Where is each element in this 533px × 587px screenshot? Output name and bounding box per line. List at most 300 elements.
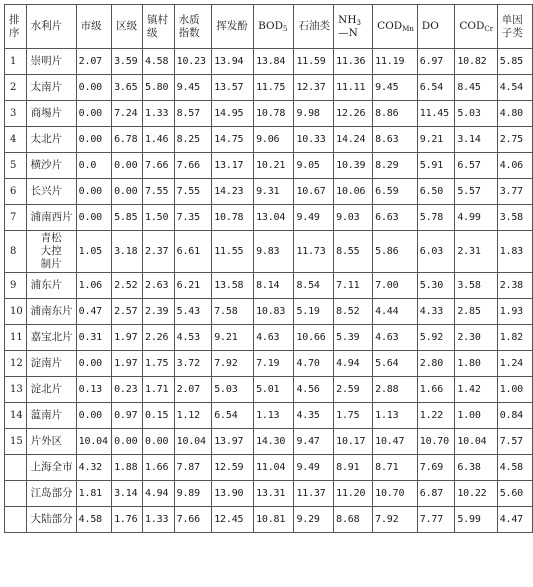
value-cell: 7.19 xyxy=(254,351,294,377)
table-row xyxy=(5,153,533,179)
value-cell: 3.58 xyxy=(455,273,497,299)
value-cell: 5.57 xyxy=(455,179,497,205)
region-name-cell: 浦南西片 xyxy=(26,205,76,231)
value-cell: 6.38 xyxy=(455,455,497,481)
value-cell: 4.53 xyxy=(174,325,212,351)
value-cell: 1.13 xyxy=(373,403,418,429)
value-cell: 7.87 xyxy=(174,455,212,481)
region-name-cell: 淀南片 xyxy=(26,351,76,377)
table-row xyxy=(5,481,533,507)
table-row xyxy=(5,101,533,127)
value-cell: 0.00 xyxy=(76,127,111,153)
value-cell: 13.84 xyxy=(254,49,294,75)
value-cell: 5.60 xyxy=(497,481,532,507)
value-cell: 5.80 xyxy=(143,75,175,101)
value-cell: 1.33 xyxy=(143,507,175,533)
rank-cell: 8 xyxy=(5,231,27,273)
region-name-cell: 片外区 xyxy=(26,429,76,455)
value-cell: 1.93 xyxy=(497,299,532,325)
rank-cell: 6 xyxy=(5,179,27,205)
value-cell: 9.03 xyxy=(334,205,373,231)
region-name-cell: 淀北片 xyxy=(26,377,76,403)
value-cell: 2.85 xyxy=(455,299,497,325)
value-cell: 10.70 xyxy=(417,429,455,455)
column-header-text: BOD xyxy=(258,20,284,32)
column-header-subscript: Cr xyxy=(484,25,494,33)
value-cell: 4.32 xyxy=(76,455,111,481)
value-cell: 1.06 xyxy=(76,273,111,299)
column-header-text: 水质指数 xyxy=(178,13,200,39)
value-cell: 9.29 xyxy=(294,507,334,533)
value-cell: 10.21 xyxy=(254,153,294,179)
column-header-text: 挥发酚 xyxy=(216,20,248,32)
column-header-text: 区级 xyxy=(116,20,138,32)
value-cell: 12.59 xyxy=(212,455,254,481)
column-header xyxy=(497,5,532,49)
value-cell: 1.75 xyxy=(143,351,175,377)
value-cell: 8.52 xyxy=(334,299,373,325)
value-cell: 13.94 xyxy=(212,49,254,75)
column-header-subscript: 3 xyxy=(356,18,361,27)
column-header xyxy=(212,5,254,49)
value-cell: 10.78 xyxy=(254,101,294,127)
value-cell: 13.31 xyxy=(254,481,294,507)
value-cell: 1.97 xyxy=(112,351,143,377)
column-header-suffix: —N xyxy=(338,26,358,39)
value-cell: 7.24 xyxy=(112,101,143,127)
value-cell: 8.29 xyxy=(373,153,418,179)
region-name-cell: 太南片 xyxy=(26,75,76,101)
rank-cell xyxy=(5,481,27,507)
value-cell: 0.47 xyxy=(76,299,111,325)
rank-cell: 7 xyxy=(5,205,27,231)
value-cell: 9.45 xyxy=(174,75,212,101)
value-cell: 9.98 xyxy=(294,101,334,127)
table-row xyxy=(5,49,533,75)
value-cell: 2.57 xyxy=(112,299,143,325)
value-cell: 0.84 xyxy=(497,403,532,429)
value-cell: 0.00 xyxy=(112,179,143,205)
value-cell: 1.80 xyxy=(455,351,497,377)
table-container xyxy=(4,4,533,533)
column-header-subscript: Mn xyxy=(402,25,414,33)
value-cell: 4.58 xyxy=(76,507,111,533)
value-cell: 7.69 xyxy=(417,455,455,481)
value-cell: 9.83 xyxy=(254,231,294,273)
value-cell: 5.01 xyxy=(254,377,294,403)
value-cell: 8.45 xyxy=(455,75,497,101)
value-cell: 5.91 xyxy=(417,153,455,179)
value-cell: 9.06 xyxy=(254,127,294,153)
value-cell: 5.43 xyxy=(174,299,212,325)
table-row xyxy=(5,507,533,533)
value-cell: 7.00 xyxy=(373,273,418,299)
column-header xyxy=(294,5,334,49)
value-cell: 10.47 xyxy=(373,429,418,455)
column-header-text: 单因子类 xyxy=(501,13,523,39)
value-cell: 10.83 xyxy=(254,299,294,325)
value-cell: 11.04 xyxy=(254,455,294,481)
value-cell: 11.59 xyxy=(294,49,334,75)
value-cell: 7.11 xyxy=(334,273,373,299)
value-cell: 10.66 xyxy=(294,325,334,351)
value-cell: 4.70 xyxy=(294,351,334,377)
region-name-cell: 浦东片 xyxy=(26,273,76,299)
value-cell: 1.13 xyxy=(254,403,294,429)
value-cell: 8.54 xyxy=(294,273,334,299)
table-row xyxy=(5,455,533,481)
column-header xyxy=(373,5,418,49)
region-name-cell: 横沙片 xyxy=(26,153,76,179)
rank-cell: 14 xyxy=(5,403,27,429)
value-cell: 8.63 xyxy=(373,127,418,153)
value-cell: 2.88 xyxy=(373,377,418,403)
value-cell: 3.77 xyxy=(497,179,532,205)
value-cell: 10.70 xyxy=(373,481,418,507)
value-cell: 10.06 xyxy=(334,179,373,205)
value-cell: 8.57 xyxy=(174,101,212,127)
value-cell: 4.33 xyxy=(417,299,455,325)
region-name-cell: 青松大控制片 xyxy=(26,231,76,273)
rank-cell xyxy=(5,507,27,533)
value-cell: 5.03 xyxy=(212,377,254,403)
value-cell: 7.77 xyxy=(417,507,455,533)
value-cell: 11.11 xyxy=(334,75,373,101)
value-cell: 6.78 xyxy=(112,127,143,153)
value-cell: 11.45 xyxy=(417,101,455,127)
value-cell: 1.46 xyxy=(143,127,175,153)
table-header xyxy=(5,5,533,49)
value-cell: 0.00 xyxy=(76,101,111,127)
value-cell: 5.64 xyxy=(373,351,418,377)
value-cell: 10.39 xyxy=(334,153,373,179)
column-header xyxy=(455,5,497,49)
value-cell: 9.49 xyxy=(294,455,334,481)
value-cell: 10.04 xyxy=(174,429,212,455)
value-cell: 4.06 xyxy=(497,153,532,179)
value-cell: 1.24 xyxy=(497,351,532,377)
table-row xyxy=(5,299,533,325)
value-cell: 7.57 xyxy=(497,429,532,455)
value-cell: 13.90 xyxy=(212,481,254,507)
value-cell: 2.07 xyxy=(76,49,111,75)
value-cell: 3.72 xyxy=(174,351,212,377)
value-cell: 11.36 xyxy=(334,49,373,75)
rank-cell: 9 xyxy=(5,273,27,299)
value-cell: 13.57 xyxy=(212,75,254,101)
value-cell: 9.45 xyxy=(373,75,418,101)
value-cell: 1.75 xyxy=(334,403,373,429)
value-cell: 11.73 xyxy=(294,231,334,273)
table-row xyxy=(5,377,533,403)
region-name-cell: 上海全市 xyxy=(26,455,76,481)
value-cell: 0.23 xyxy=(112,377,143,403)
value-cell: 3.58 xyxy=(497,205,532,231)
value-cell: 5.85 xyxy=(497,49,532,75)
rank-cell: 13 xyxy=(5,377,27,403)
value-cell: 4.58 xyxy=(497,455,532,481)
value-cell: 4.35 xyxy=(294,403,334,429)
value-cell: 6.54 xyxy=(417,75,455,101)
value-cell: 6.87 xyxy=(417,481,455,507)
column-header-text: 水利片 xyxy=(30,20,63,32)
value-cell: 2.52 xyxy=(112,273,143,299)
region-name-cell: 太北片 xyxy=(26,127,76,153)
value-cell: 2.63 xyxy=(143,273,175,299)
column-header-text: 市级 xyxy=(80,20,102,32)
column-header-text: COD xyxy=(377,20,403,32)
table-row xyxy=(5,273,533,299)
value-cell: 7.92 xyxy=(373,507,418,533)
rank-cell: 10 xyxy=(5,299,27,325)
value-cell: 1.82 xyxy=(497,325,532,351)
rank-cell xyxy=(5,455,27,481)
value-cell: 11.20 xyxy=(334,481,373,507)
column-header-text: 排序 xyxy=(9,13,20,39)
value-cell: 3.65 xyxy=(112,75,143,101)
value-cell: 1.83 xyxy=(497,231,532,273)
region-name-cell: 长兴片 xyxy=(26,179,76,205)
value-cell: 8.86 xyxy=(373,101,418,127)
value-cell: 12.45 xyxy=(212,507,254,533)
table-row xyxy=(5,179,533,205)
value-cell: 2.38 xyxy=(497,273,532,299)
value-cell: 0.00 xyxy=(76,351,111,377)
value-cell: 2.37 xyxy=(143,231,175,273)
value-cell: 10.78 xyxy=(212,205,254,231)
rank-cell: 15 xyxy=(5,429,27,455)
value-cell: 5.78 xyxy=(417,205,455,231)
table-row xyxy=(5,127,533,153)
value-cell: 14.30 xyxy=(254,429,294,455)
value-cell: 12.37 xyxy=(294,75,334,101)
column-header xyxy=(5,5,27,49)
region-name-cell: 崇明片 xyxy=(26,49,76,75)
value-cell: 4.44 xyxy=(373,299,418,325)
value-cell: 4.63 xyxy=(373,325,418,351)
value-cell: 1.12 xyxy=(174,403,212,429)
column-header xyxy=(76,5,111,49)
value-cell: 11.55 xyxy=(212,231,254,273)
value-cell: 1.00 xyxy=(497,377,532,403)
rank-cell: 5 xyxy=(5,153,27,179)
value-cell: 5.19 xyxy=(294,299,334,325)
value-cell: 2.80 xyxy=(417,351,455,377)
region-name-cell: 浦南东片 xyxy=(26,299,76,325)
water-quality-table xyxy=(4,4,533,533)
value-cell: 6.57 xyxy=(455,153,497,179)
value-cell: 10.23 xyxy=(174,49,212,75)
value-cell: 8.68 xyxy=(334,507,373,533)
value-cell: 4.94 xyxy=(143,481,175,507)
value-cell: 7.66 xyxy=(174,507,212,533)
value-cell: 10.04 xyxy=(76,429,111,455)
value-cell: 1.66 xyxy=(417,377,455,403)
value-cell: 7.55 xyxy=(143,179,175,205)
header-row xyxy=(5,5,533,49)
region-name-cell: 商埸片 xyxy=(26,101,76,127)
column-header-text: NH xyxy=(338,13,357,26)
value-cell: 14.95 xyxy=(212,101,254,127)
value-cell: 4.54 xyxy=(497,75,532,101)
value-cell: 6.50 xyxy=(417,179,455,205)
value-cell: 13.17 xyxy=(212,153,254,179)
table-row xyxy=(5,403,533,429)
value-cell: 0.00 xyxy=(112,153,143,179)
column-header xyxy=(26,5,76,49)
value-cell: 2.30 xyxy=(455,325,497,351)
value-cell: 2.75 xyxy=(497,127,532,153)
value-cell: 8.25 xyxy=(174,127,212,153)
value-cell: 2.59 xyxy=(334,377,373,403)
value-cell: 8.14 xyxy=(254,273,294,299)
value-cell: 10.22 xyxy=(455,481,497,507)
value-cell: 5.30 xyxy=(417,273,455,299)
value-cell: 7.35 xyxy=(174,205,212,231)
value-cell: 3.59 xyxy=(112,49,143,75)
value-cell: 4.94 xyxy=(334,351,373,377)
value-cell: 0.00 xyxy=(76,403,111,429)
value-cell: 4.56 xyxy=(294,377,334,403)
column-header xyxy=(334,5,373,49)
value-cell: 11.75 xyxy=(254,75,294,101)
value-cell: 6.63 xyxy=(373,205,418,231)
table-row xyxy=(5,231,533,273)
value-cell: 5.39 xyxy=(334,325,373,351)
value-cell: 9.47 xyxy=(294,429,334,455)
value-cell: 9.31 xyxy=(254,179,294,205)
table-row xyxy=(5,351,533,377)
value-cell: 0.00 xyxy=(76,205,111,231)
column-header xyxy=(143,5,175,49)
value-cell: 4.63 xyxy=(254,325,294,351)
table-body xyxy=(5,49,533,533)
value-cell: 13.58 xyxy=(212,273,254,299)
value-cell: 2.31 xyxy=(455,231,497,273)
value-cell: 2.26 xyxy=(143,325,175,351)
value-cell: 9.49 xyxy=(294,205,334,231)
value-cell: 6.59 xyxy=(373,179,418,205)
column-header-text: 石油类 xyxy=(298,20,330,32)
value-cell: 1.22 xyxy=(417,403,455,429)
value-cell: 7.66 xyxy=(143,153,175,179)
value-cell: 1.42 xyxy=(455,377,497,403)
column-header xyxy=(174,5,212,49)
value-cell: 10.17 xyxy=(334,429,373,455)
value-cell: 13.04 xyxy=(254,205,294,231)
value-cell: 6.03 xyxy=(417,231,455,273)
column-header xyxy=(254,5,294,49)
rank-cell: 11 xyxy=(5,325,27,351)
value-cell: 10.33 xyxy=(294,127,334,153)
value-cell: 8.55 xyxy=(334,231,373,273)
value-cell: 3.14 xyxy=(112,481,143,507)
value-cell: 6.21 xyxy=(174,273,212,299)
region-name-cell: 蕰南片 xyxy=(26,403,76,429)
value-cell: 10.04 xyxy=(455,429,497,455)
value-cell: 5.92 xyxy=(417,325,455,351)
table-row xyxy=(5,75,533,101)
value-cell: 10.81 xyxy=(254,507,294,533)
region-name-cell: 嘉宝北片 xyxy=(26,325,76,351)
rank-cell: 4 xyxy=(5,127,27,153)
value-cell: 2.39 xyxy=(143,299,175,325)
value-cell: 7.58 xyxy=(212,299,254,325)
column-header xyxy=(112,5,143,49)
value-cell: 4.99 xyxy=(455,205,497,231)
value-cell: 1.50 xyxy=(143,205,175,231)
value-cell: 0.00 xyxy=(76,179,111,205)
value-cell: 0.0 xyxy=(76,153,111,179)
value-cell: 4.58 xyxy=(143,49,175,75)
value-cell: 7.55 xyxy=(174,179,212,205)
value-cell: 0.00 xyxy=(112,429,143,455)
value-cell: 0.97 xyxy=(112,403,143,429)
rank-cell: 1 xyxy=(5,49,27,75)
value-cell: 1.66 xyxy=(143,455,175,481)
value-cell: 2.07 xyxy=(174,377,212,403)
rank-cell: 12 xyxy=(5,351,27,377)
value-cell: 1.33 xyxy=(143,101,175,127)
value-cell: 1.81 xyxy=(76,481,111,507)
value-cell: 5.86 xyxy=(373,231,418,273)
column-header-text: 镇村级 xyxy=(147,13,169,39)
value-cell: 4.47 xyxy=(497,507,532,533)
value-cell: 5.03 xyxy=(455,101,497,127)
value-cell: 3.14 xyxy=(455,127,497,153)
value-cell: 8.91 xyxy=(334,455,373,481)
value-cell: 6.97 xyxy=(417,49,455,75)
value-cell: 3.18 xyxy=(112,231,143,273)
value-cell: 6.54 xyxy=(212,403,254,429)
value-cell: 10.67 xyxy=(294,179,334,205)
value-cell: 6.61 xyxy=(174,231,212,273)
rank-cell: 3 xyxy=(5,101,27,127)
value-cell: 5.85 xyxy=(112,205,143,231)
region-name-cell: 大陆部分 xyxy=(26,507,76,533)
value-cell: 0.31 xyxy=(76,325,111,351)
value-cell: 5.99 xyxy=(455,507,497,533)
value-cell: 4.80 xyxy=(497,101,532,127)
value-cell: 7.92 xyxy=(212,351,254,377)
value-cell: 11.19 xyxy=(373,49,418,75)
column-header-subscript: 5 xyxy=(283,25,288,33)
value-cell: 10.82 xyxy=(455,49,497,75)
value-cell: 9.21 xyxy=(212,325,254,351)
value-cell: 11.37 xyxy=(294,481,334,507)
value-cell: 9.89 xyxy=(174,481,212,507)
value-cell: 1.88 xyxy=(112,455,143,481)
value-cell: 0.15 xyxy=(143,403,175,429)
value-cell: 13.97 xyxy=(212,429,254,455)
value-cell: 9.21 xyxy=(417,127,455,153)
value-cell: 8.71 xyxy=(373,455,418,481)
value-cell: 1.00 xyxy=(455,403,497,429)
region-name-cell: 江岛部分 xyxy=(26,481,76,507)
value-cell: 14.24 xyxy=(334,127,373,153)
value-cell: 1.97 xyxy=(112,325,143,351)
column-header xyxy=(417,5,455,49)
column-header-text: COD xyxy=(459,20,485,32)
rank-cell: 2 xyxy=(5,75,27,101)
value-cell: 7.66 xyxy=(174,153,212,179)
value-cell: 1.71 xyxy=(143,377,175,403)
value-cell: 0.00 xyxy=(76,75,111,101)
value-cell: 1.05 xyxy=(76,231,111,273)
value-cell: 14.23 xyxy=(212,179,254,205)
value-cell: 12.26 xyxy=(334,101,373,127)
table-row xyxy=(5,205,533,231)
